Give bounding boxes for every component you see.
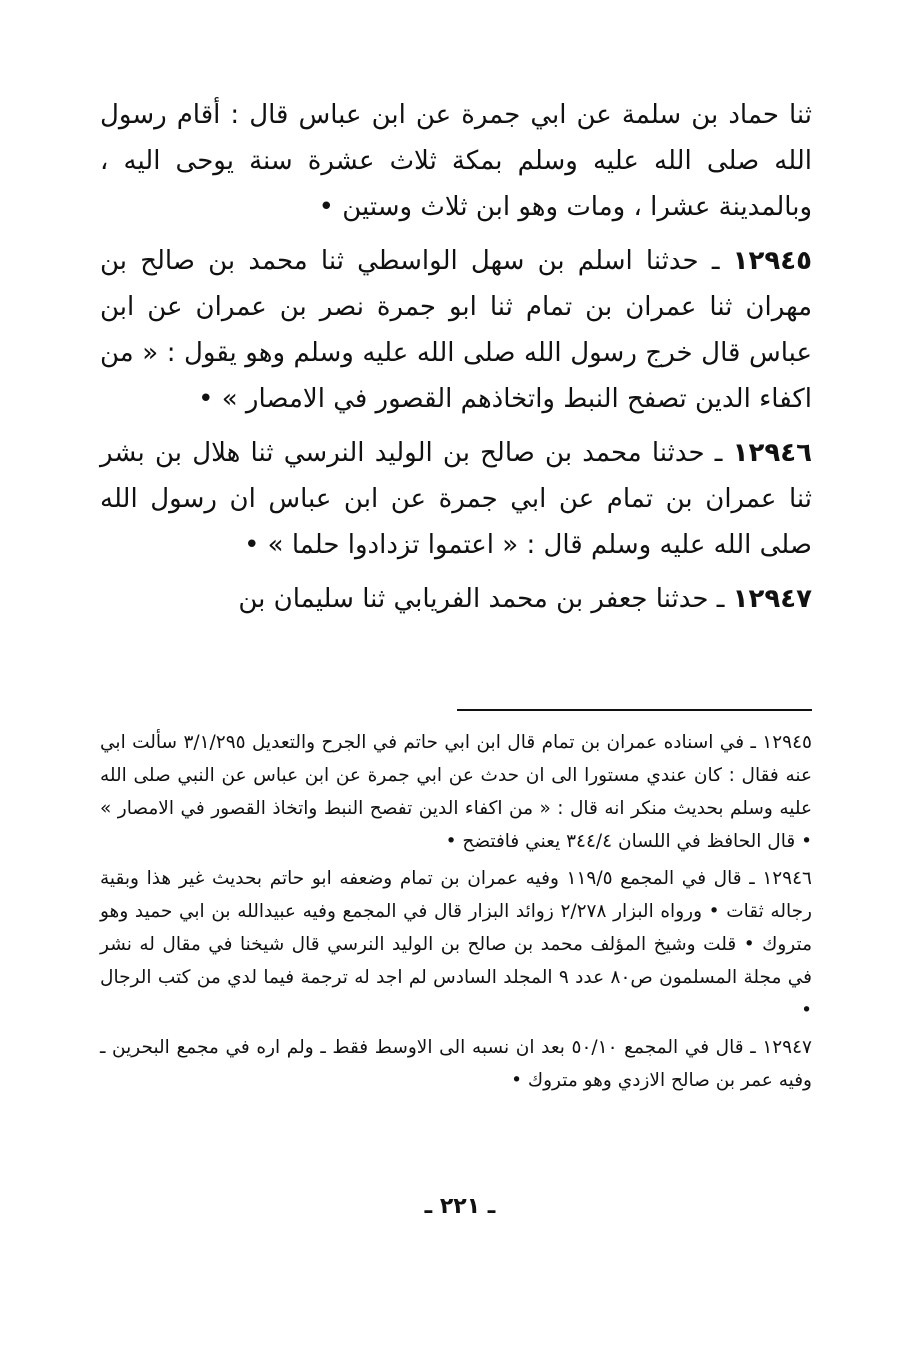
hadith-number: ١٢٩٤٥ <box>732 246 813 276</box>
hadith-text: ـ حدثنا جعفر بن محمد الفريابي ثنا سليمان بن <box>238 584 725 614</box>
page-number: ـ ٢٢١ ـ <box>424 1194 496 1219</box>
footnotes-block <box>100 726 812 1101</box>
footnote-12945: ١٢٩٤٥ ـ في اسناده عمران بن تمام قال ابن ابي حاتم في الجرح والتعديل ٣/١/٢٩٥ سألت ابي عنه فقال : كان عندي مستورا الى ان حدث عن ابي جمرة عن ابن عباس عن النبي صلى الله عليه وسلم بحديث منكر انه قال : « من اكفاء الدين تفصح النبط واتخاذ القصور في الامصار » • قال الحافظ في اللسان ٣٤٤/٤ يعني فافتضح • <box>100 732 812 852</box>
hadith-12945 <box>100 238 812 422</box>
hadith-text: ـ حدثنا محمد بن صالح بن الوليد النرسي ثنا هلال بن بشر ثنا عمران بن تمام عن ابي جمرة عن ابن عباس ان رسول الله صلى الله عليه وسلم قال : « اعتموا تزدادوا حلما » • <box>100 438 812 560</box>
main-text-block <box>100 92 812 628</box>
hadith-text: ـ حدثنا اسلم بن سهل الواسطي ثنا محمد بن صالح بن مهران ثنا عمران بن تمام ثنا ابو جمرة نصر بن عمران عن ابن عباس قال خرج رسول الله صلى الله عليه وسلم وهو يقول : « من اكفاء الدين تصفح النبط واتخاذهم القصور في الامصار » • <box>100 246 812 414</box>
paragraph-continuation: ثنا حماد بن سلمة عن ابي جمرة عن ابن عباس قال : أقام رسول الله صلى الله عليه وسلم بمكة ثلاث عشرة سنة يوحى اليه ، وبالمدينة عشرا ، ومات وهو ابن ثلاث وستين • <box>100 100 812 222</box>
footnote-divider <box>457 709 812 711</box>
hadith-number: ١٢٩٤٦ <box>732 438 812 468</box>
footnote-12947: ١٢٩٤٧ ـ قال في المجمع ٥٠/١٠ بعد ان نسبه الى الاوسط فقط ـ ولم اره في مجمع البحرين ـ وفيه عمر بن صالح الازدي وهو متروك • <box>100 1037 812 1091</box>
footnote-12946: ١٢٩٤٦ ـ قال في المجمع ١١٩/٥ وفيه عمران بن تمام وضعفه ابو حاتم بحديث غير هذا وبقية رجاله ثقات • ورواه البزار ٢/٢٧٨ زوائد البزار قال في المجمع وفيه عبيدالله بن ابي حميد وهو متروك • قلت وشيخ المؤلف محمد بن صالح بن الوليد النرسي قال شيخنا في مقال له نشر في مجلة المسلمون ص٨٠ عدد ٩ المجلد السادس لم اجد له ترجمة فيما لدي من كتب الرجال • <box>100 868 812 1021</box>
hadith-12947 <box>100 576 812 622</box>
hadith-12946 <box>100 430 812 568</box>
hadith-number: ١٢٩٤٧ <box>732 584 812 614</box>
